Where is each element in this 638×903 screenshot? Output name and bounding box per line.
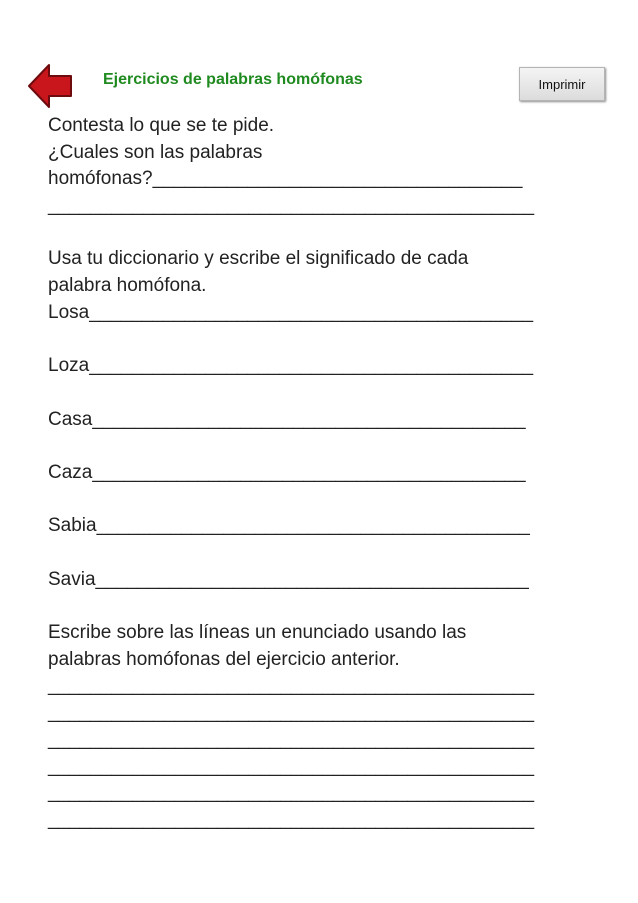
spacer — [48, 487, 608, 514]
word-item-loza: Loza__________________________________________ — [48, 355, 534, 377]
section2-instruction: Usa tu diccionario y escribe el significado de cada — [48, 248, 469, 270]
spacer — [48, 220, 608, 247]
writing-line: ______________________________________________ — [48, 755, 535, 777]
section2-instruction: palabra homófona. — [48, 275, 207, 297]
section3-instruction: Escribe sobre las líneas un enunciado usando las — [48, 622, 467, 644]
writing-line: ______________________________________________ — [48, 782, 535, 804]
word-item-casa: Casa_________________________________________ — [48, 408, 526, 430]
answer-blank-line: ______________________________________________ — [48, 195, 535, 217]
writing-line: ______________________________________________ — [48, 728, 535, 750]
worksheet-body — [48, 113, 608, 834]
page-title: Ejercicios de palabras homófonas — [103, 71, 363, 88]
word-item-sabia: Sabia_________________________________________ — [48, 515, 530, 537]
word-item-savia: Savia_________________________________________ — [48, 568, 529, 590]
question-text: ¿Cuales son las palabras — [48, 141, 263, 163]
print-button[interactable]: Imprimir — [519, 67, 605, 101]
spacer — [48, 433, 608, 460]
word-item-caza: Caza_________________________________________ — [48, 461, 526, 483]
section1-instruction: Contesta lo que se te pide. — [48, 115, 275, 136]
spacer — [48, 380, 608, 407]
spacer — [48, 593, 608, 620]
writing-line: ______________________________________________ — [48, 702, 535, 724]
question-answer-line: homófonas?___________________________________ — [48, 168, 523, 190]
section3-instruction: palabras homófonas del ejercicio anterior. — [48, 648, 400, 670]
writing-line: ______________________________________________ — [48, 808, 535, 830]
word-item-losa: Losa__________________________________________ — [48, 301, 534, 323]
spacer — [48, 327, 608, 354]
spacer — [48, 540, 608, 567]
back-arrow-icon[interactable] — [27, 63, 75, 109]
writing-line: ______________________________________________ — [48, 675, 535, 697]
